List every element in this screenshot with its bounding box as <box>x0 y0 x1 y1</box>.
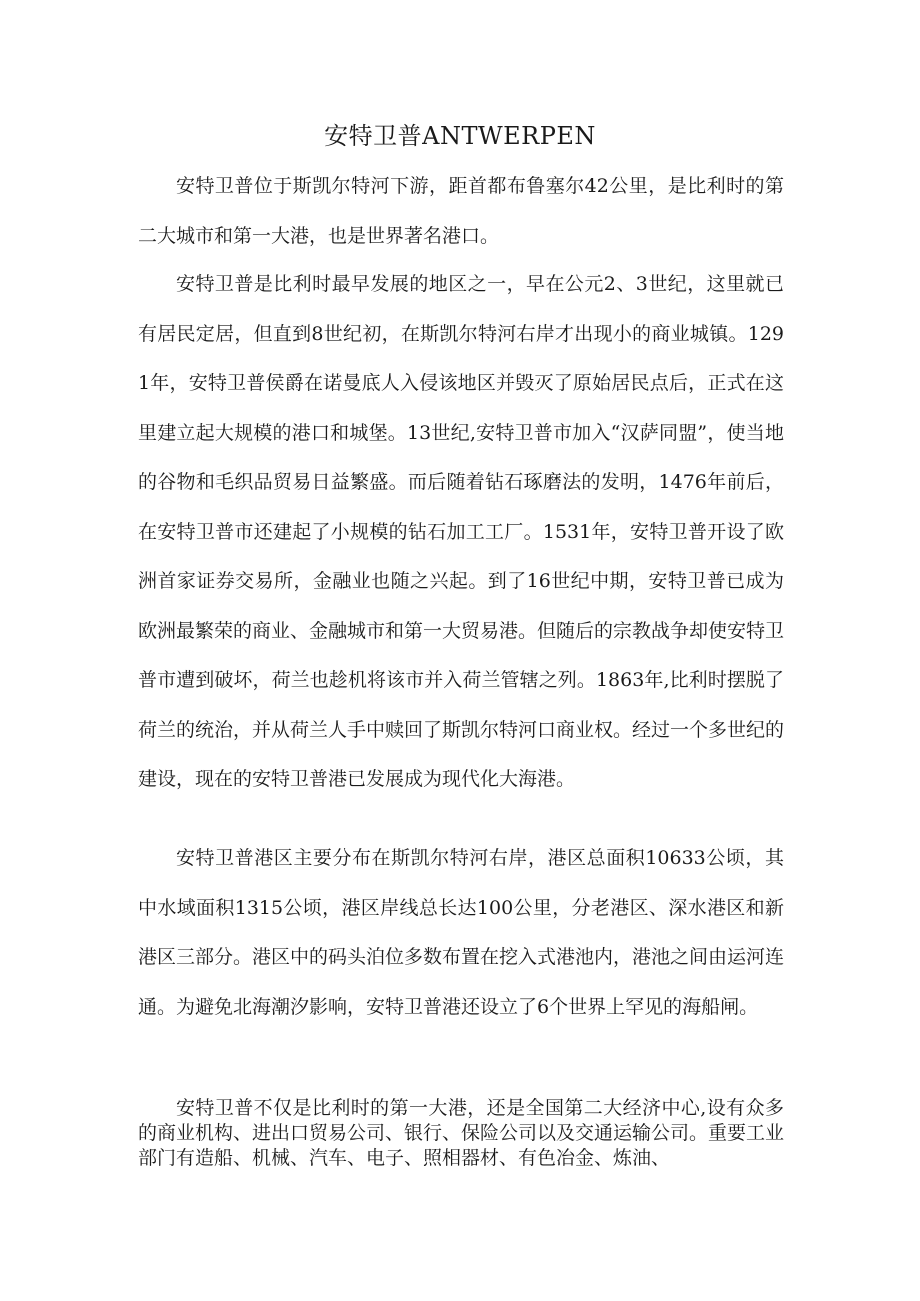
paragraph-port-area: 安特卫普港区主要分布在斯凯尔特河右岸，港区总面积10633公顷，其中水域面积1315公顷，港区岸线总长达100公里，分老港区、深水港区和新港区三部分。港区中的码头泊位多数布置在挖入式港池内，港池之间由运河连通。为避免北海潮汐影响，安特卫普港还设立了6个世界上罕见的海船闸。 <box>138 847 785 1018</box>
paragraph-history: 安特卫普是比利时最早发展的地区之一，早在公元2、3世纪，这里就已有居民定居，但直到8世纪初，在斯凯尔特河右岸才出现小的商业城镇。1291年，安特卫普侯爵在诺曼底人入侵该地区并毁灭了原始居民点后，正式在这里建立起大规模的港口和城堡。13世纪,安特卫普市加入“汉萨同盟”，使当地的谷物和毛织品贸易日益繁盛。而后随着钻石琢磨法的发明，1476年前后，在安特卫普市还建起了小规模的钻石加工工厂。1531年，安特卫普开设了欧洲首家证券交易所，金融业也随之兴起。到了16世纪中期，安特卫普已成为欧洲最繁荣的商业、金融城市和第一大贸易港。但随后的宗教战争却使安特卫普市遭到破坏，荷兰也趁机将该市并入荷兰管辖之列。1863年,比利时摆脱了荷兰的统治，并从荷兰人手中赎回了斯凯尔特河口商业权。经过一个多世纪的建设，现在的安特卫普港已发展成为现代化大海港。 <box>138 273 785 790</box>
paragraph-economy: 安特卫普不仅是比利时的第一大港，还是全国第二大经济中心,设有众多的商业机构、进出口贸易公司、银行、保险公司以及交通运输公司。重要工业部门有造船、机械、汽车、电子、照相器材、有色冶金、炼油、 <box>138 1097 785 1169</box>
paragraph-intro: 安特卫普位于斯凯尔特河下游，距首都布鲁塞尔42公里，是比利时的第二大城市和第一大港，也是世界著名港口。 <box>138 175 784 247</box>
document-title: 安特卫普ANTWERPEN <box>324 122 596 150</box>
